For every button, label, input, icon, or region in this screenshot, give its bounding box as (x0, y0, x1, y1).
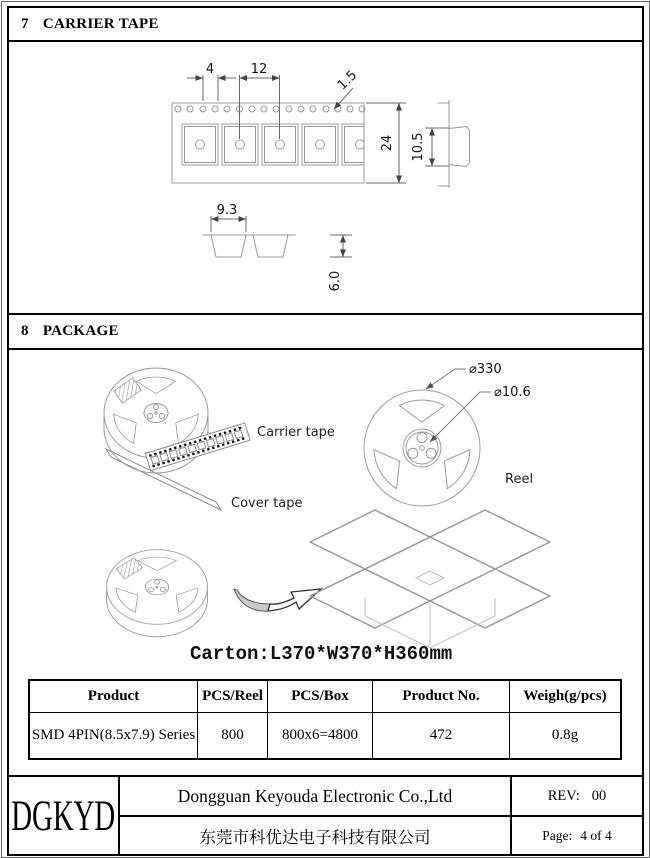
table-header-pcs-reel: PCS/Reel (198, 681, 268, 713)
rev-label: REV: (547, 787, 580, 804)
title-block (7, 775, 644, 856)
table-cell-product: SMD 4PIN(8.5x7.9) Series (30, 713, 198, 758)
dim-hole-diameter: 1.5 (334, 67, 361, 94)
table-header-product: Product (30, 681, 198, 713)
carrier-tape-band (145, 423, 250, 471)
page-label: Page: (542, 827, 573, 843)
carrier-tape-label: Carrier tape (257, 425, 335, 440)
section7-header (7, 6, 644, 42)
tape-side-view (438, 100, 470, 188)
tape-cross-section (202, 235, 296, 257)
section7-number: 7 (21, 15, 29, 32)
page-number-cell (510, 817, 642, 854)
pack-arrow-icon (234, 589, 321, 611)
dim-reel-diameter: ⌀330 (469, 362, 502, 377)
carrier-tape-drawing (9, 42, 642, 313)
dimension-lines (187, 75, 449, 257)
reel-front-view (364, 390, 480, 506)
dim-tape-width: 24 (380, 134, 395, 152)
company-name-cn: 东莞市科优达电子科技有限公司 (199, 827, 431, 847)
cover-tape-label: Cover tape (231, 496, 303, 511)
section7-title: CARRIER TAPE (42, 15, 159, 32)
table-header-pcs-box: PCS/Box (268, 681, 373, 713)
table-cell-product-no: 472 (373, 713, 510, 758)
carton-size-text: Carton:L370*W370*H360mm (190, 643, 453, 665)
packing-table (28, 679, 622, 760)
company-name-en: Dongguan Keyouda Electronic Co.,Ltd (120, 777, 510, 817)
carton-body (365, 571, 495, 648)
table-header-product-no: Product No. (373, 681, 510, 713)
reel-label: Reel (505, 472, 534, 487)
dim-pocket-depth: 6.0 (328, 270, 343, 292)
table-cell-weight: 0.8g (551, 727, 579, 743)
page-value: 4 of 4 (580, 827, 612, 843)
dim-pocket-side: 10.5 (411, 132, 426, 162)
dim-sprocket-pitch: 4 (205, 62, 215, 77)
revision-cell (510, 777, 642, 817)
section8-number: 8 (21, 323, 29, 339)
section8-title: PACKAGE (42, 323, 119, 339)
rev-value: 00 (591, 787, 607, 804)
dim-pocket-pitch: 12 (250, 62, 268, 77)
table-header-weight: Weigh(g/pcs) (510, 681, 620, 713)
table-cell-pcs-box: 800x6=4800 (268, 713, 373, 758)
table-cell-pcs-reel: 800 (198, 713, 268, 758)
reel-leader-lines (426, 369, 491, 442)
reel-3d-small (107, 550, 208, 637)
dim-hub-diameter: ⌀10.6 (494, 385, 531, 400)
company-logo (9, 777, 120, 854)
tape-top-view (172, 103, 378, 183)
logo-text: DGKYD (11, 791, 116, 840)
section8-header (7, 313, 644, 350)
dim-pocket-width: 9.3 (216, 203, 238, 218)
